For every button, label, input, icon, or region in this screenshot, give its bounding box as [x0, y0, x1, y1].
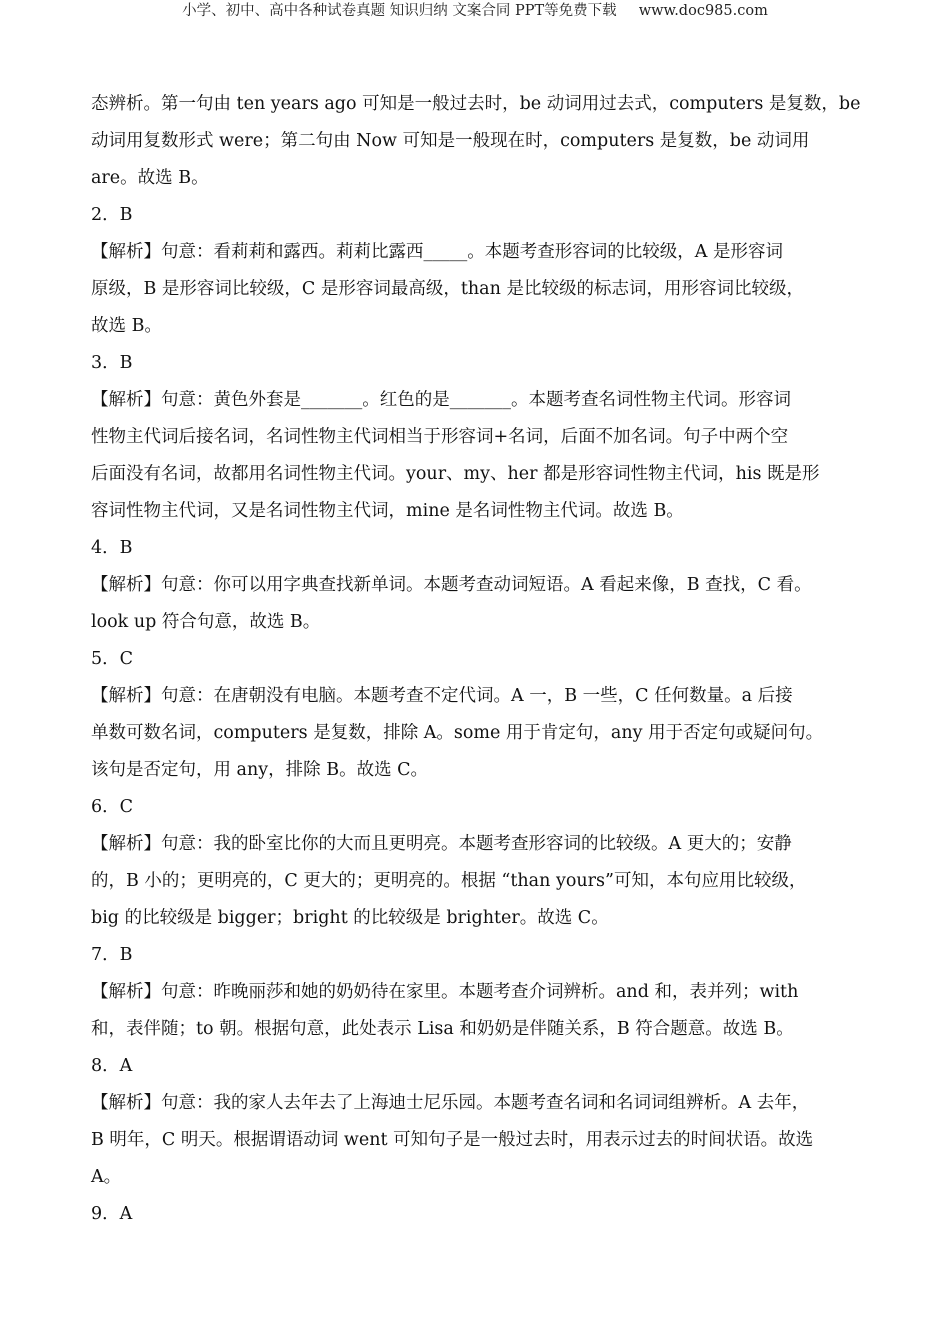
question-answer-2: 2．B [91, 205, 133, 225]
header-site-link[interactable]: www.doc985.com [638, 3, 768, 19]
question-answer-9: 9．A [91, 1204, 133, 1224]
text-line: 的，B 小的；更明亮的，C 更大的；更明亮的。根据 “than yours”可知，本句应用比较级， [91, 871, 807, 891]
header-text: 小学、初中、高中各种试卷真题 知识归纳 文案合同 PPT等免费下载 [182, 3, 617, 19]
text-line: A。 [91, 1167, 122, 1187]
text-line: 【解析】句意：在唐朝没有电脑。本题考查不定代词。A 一，B 一些，C 任何数量。a 后接 [91, 686, 793, 706]
text-line: 【解析】句意：我的卧室比你的大而且更明亮。本题考查形容词的比较级。A 更大的；安静 [91, 834, 792, 854]
explanation-paragraph [91, 382, 871, 530]
text-line: 【解析】句意：看莉莉和露西。莉莉比露西_____。本题考查形容词的比较级，A 是形容词 [91, 242, 783, 262]
text-line: 原级，B 是形容词比较级，C 是形容词最高级，than 是比较级的标志词，用形容词比较级， [91, 279, 804, 299]
explanation-paragraph [91, 826, 871, 937]
text-line: are。故选 B。 [91, 168, 209, 188]
text-line: 该句是否定句，用 any，排除 B。故选 C。 [91, 760, 429, 780]
text-line: 【解析】句意：我的家人去年去了上海迪士尼乐园。本题考查名词和名词词组辨析。A 去年， [91, 1093, 810, 1113]
text-line: 态辨析。第一句由 ten years ago 可知是一般过去时，be 动词用过去式，computers 是复数，be [91, 94, 861, 114]
text-line: B 明年，C 明天。根据谓语动词 went 可知句子是一般过去时，用表示过去的时间状语。故选 [91, 1130, 814, 1150]
explanation-paragraph [91, 1085, 871, 1196]
question-answer-4: 4．B [91, 538, 133, 558]
text-line: 和，表伴随；to 朝。根据句意，此处表示 Lisa 和奶奶是伴随关系，B 符合题意。故选 B。 [91, 1019, 794, 1039]
text-line: 故选 B。 [91, 316, 162, 336]
question-answer-6: 6．C [91, 797, 134, 817]
text-line: big 的比较级是 bigger；bright 的比较级是 brighter。故选 C。 [91, 908, 609, 928]
answer-content [91, 86, 871, 1233]
question-answer-8: 8．A [91, 1056, 133, 1076]
question-answer-7: 7．B [91, 945, 133, 965]
explanation-paragraph [91, 678, 871, 789]
text-line: 【解析】句意：昨晚丽莎和她的奶奶待在家里。本题考查介词辨析。and 和，表并列；with [91, 982, 799, 1002]
text-line: 后面没有名词，故都用名词性物主代词。your、my、her 都是形容词性物主代词，his 既是形 [91, 464, 820, 484]
text-line: 【解析】句意：你可以用字典查找新单词。本题考查动词短语。A 看起来像，B 查找，C 看。 [91, 575, 812, 595]
text-line: 【解析】句意：黄色外套是_______。红色的是_______。本题考查名词性物主代词。形容词 [91, 390, 791, 410]
text-line: 动词用复数形式 were；第二句由 Now 可知是一般现在时，computers 是复数，be 动词用 [91, 131, 810, 151]
text-line: look up 符合句意，故选 B。 [91, 612, 321, 632]
page-header [0, 0, 950, 22]
text-line: 容词性物主代词，又是名词性物主代词，mine 是名词性物主代词。故选 B。 [91, 501, 684, 521]
explanation-paragraph [91, 234, 871, 345]
text-line: 性物主代词后接名词，名词性物主代词相当于形容词+名词，后面不加名词。句子中两个空 [91, 427, 789, 447]
question-answer-3: 3．B [91, 353, 133, 373]
text-line: 单数可数名词，computers 是复数，排除 A。some 用于肯定句，any 用于否定句或疑问句。 [91, 723, 824, 743]
explanation-paragraph [91, 86, 871, 197]
question-answer-5: 5．C [91, 649, 134, 669]
explanation-paragraph [91, 567, 871, 641]
explanation-paragraph [91, 974, 871, 1048]
